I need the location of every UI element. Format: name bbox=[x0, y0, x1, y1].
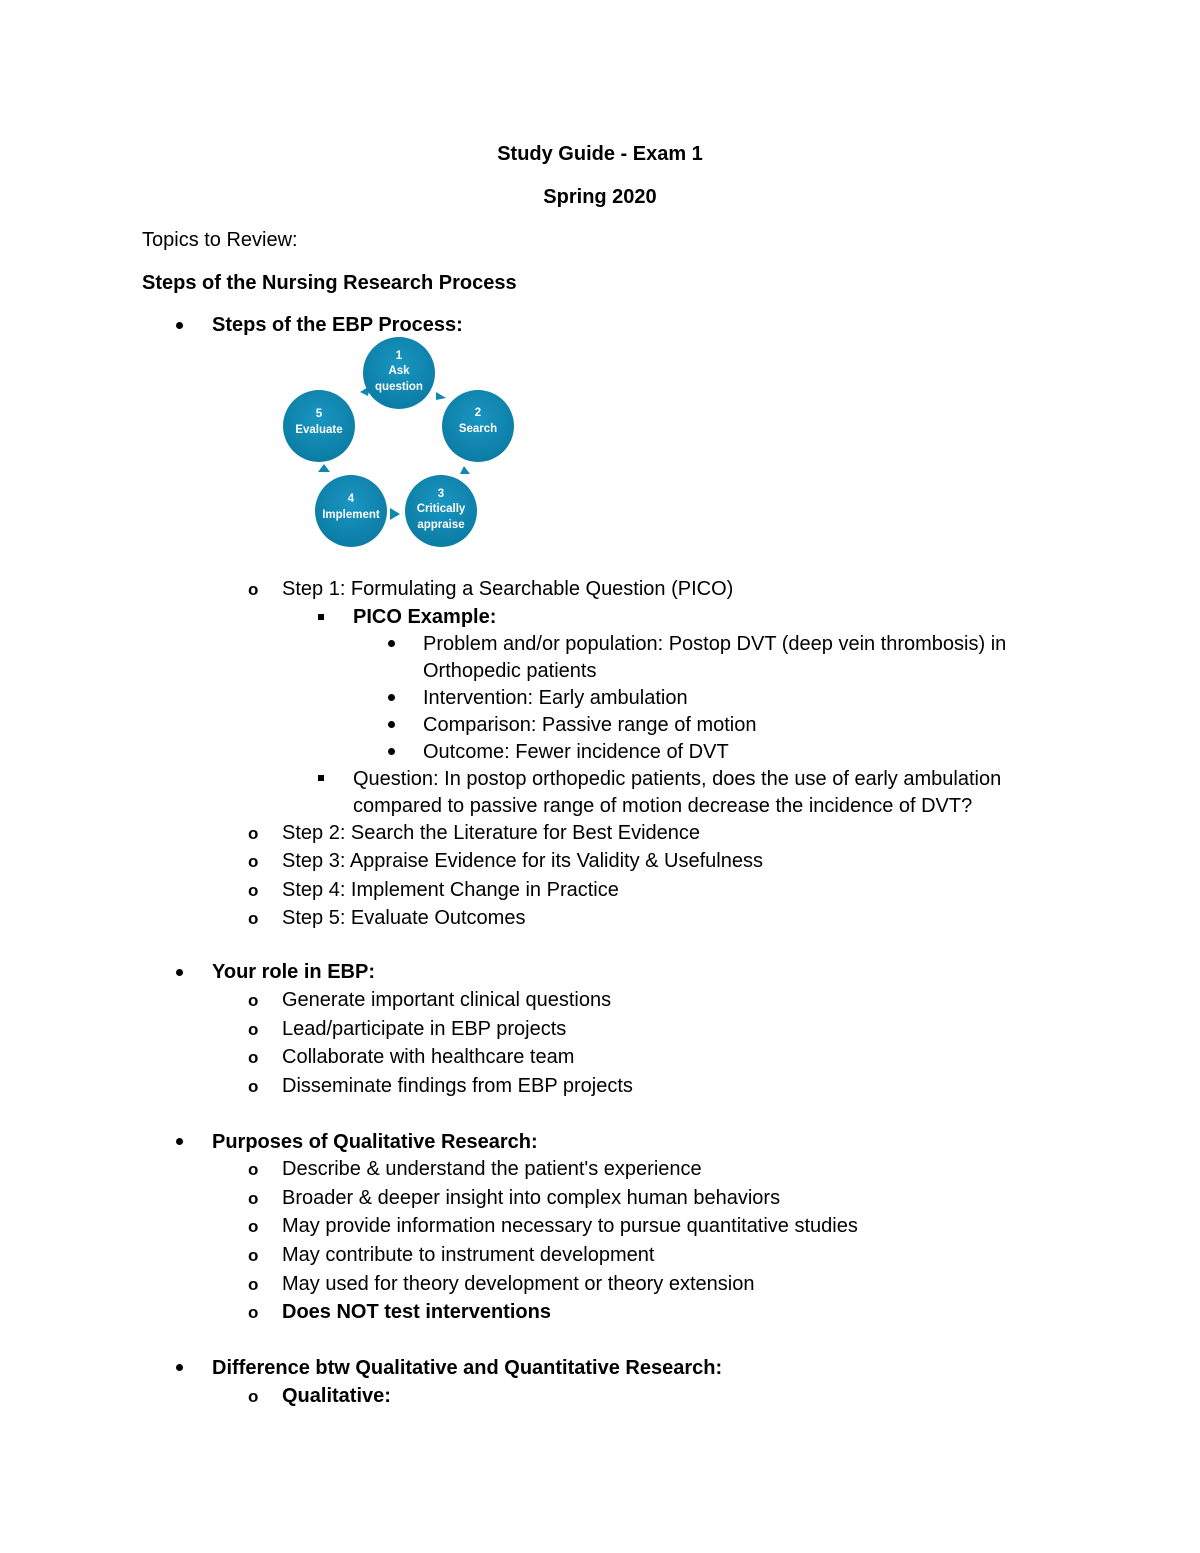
bullet-circle: o bbox=[248, 1387, 259, 1406]
bullet-circle: o bbox=[248, 1189, 259, 1208]
difference-heading: Difference btw Qualitative and Quantitative Research: bbox=[212, 1357, 723, 1379]
pico-item: Orthopedic patients bbox=[423, 660, 597, 682]
step-label: Ask bbox=[388, 365, 410, 377]
step-text: Step 4: Implement Change in Practice bbox=[282, 879, 619, 901]
role-item: Disseminate findings from EBP projects bbox=[282, 1075, 633, 1097]
ebp-cycle-diagram bbox=[278, 336, 522, 550]
pico-question: compared to passive range of motion decrease the incidence of DVT? bbox=[353, 795, 973, 817]
step-text: Step 2: Search the Literature for Best Evidence bbox=[282, 822, 701, 844]
bullet-dot bbox=[176, 1364, 183, 1371]
bullet-dot bbox=[388, 694, 395, 701]
document-subtitle: Spring 2020 bbox=[543, 186, 657, 208]
bullet-square bbox=[318, 614, 324, 620]
bullet-circle: o bbox=[248, 580, 259, 599]
step-label: Search bbox=[458, 423, 498, 435]
step-circle-2 bbox=[442, 390, 514, 462]
bullet-dot bbox=[388, 640, 395, 647]
pico-item: Comparison: Passive range of motion bbox=[423, 714, 757, 736]
step-label: Evaluate bbox=[295, 424, 343, 436]
pico-heading: PICO Example: bbox=[353, 606, 497, 628]
bullet-circle: o bbox=[248, 824, 259, 843]
ebp-heading: Steps of the EBP Process: bbox=[212, 314, 463, 336]
arrow-icon bbox=[436, 392, 446, 400]
document-title: Study Guide - Exam 1 bbox=[497, 143, 703, 165]
bullet-circle: o bbox=[248, 909, 259, 928]
purposes-heading: Purposes of Qualitative Research: bbox=[212, 1131, 538, 1153]
purpose-item: Broader & deeper insight into complex human behaviors bbox=[282, 1187, 781, 1209]
purpose-item: May used for theory development or theory extension bbox=[282, 1273, 755, 1295]
bullet-circle: o bbox=[248, 1217, 259, 1236]
step-circle-4 bbox=[315, 475, 387, 547]
step-text: Step 5: Evaluate Outcomes bbox=[282, 907, 526, 929]
pico-question: Question: In postop orthopedic patients, does the use of early ambulation bbox=[353, 768, 1002, 790]
step-text: Step 3: Appraise Evidence for its Validity & Usefulness bbox=[282, 850, 763, 872]
step-label: 4 bbox=[347, 493, 355, 505]
bullet-square bbox=[318, 775, 324, 781]
role-heading: Your role in EBP: bbox=[212, 961, 375, 983]
bullet-dot bbox=[176, 322, 183, 329]
step-circle-1 bbox=[363, 337, 435, 409]
step-label: appraise bbox=[417, 519, 465, 531]
qualitative-label: Qualitative: bbox=[282, 1385, 391, 1407]
step-1-text: Step 1: Formulating a Searchable Question (PICO) bbox=[282, 578, 734, 600]
bullet-dot bbox=[176, 969, 183, 976]
role-item: Generate important clinical questions bbox=[282, 989, 612, 1011]
intro-text: Topics to Review: bbox=[142, 229, 298, 251]
purpose-item: May provide information necessary to pursue quantitative studies bbox=[282, 1215, 858, 1237]
step-label: 2 bbox=[474, 407, 482, 419]
bullet-circle: o bbox=[248, 1275, 259, 1294]
bullet-circle: o bbox=[248, 852, 259, 871]
section-heading: Steps of the Nursing Research Process bbox=[142, 272, 517, 294]
bullet-circle: o bbox=[248, 1160, 259, 1179]
bullet-circle: o bbox=[248, 1077, 259, 1096]
purpose-item: May contribute to instrument development bbox=[282, 1244, 655, 1266]
step-label: 1 bbox=[395, 350, 403, 362]
step-circle-5 bbox=[283, 390, 355, 462]
pico-item: Outcome: Fewer incidence of DVT bbox=[423, 741, 729, 763]
bullet-circle: o bbox=[248, 1303, 259, 1322]
role-item: Lead/participate in EBP projects bbox=[282, 1018, 567, 1040]
arrow-icon bbox=[390, 508, 400, 520]
bullet-dot bbox=[176, 1138, 183, 1145]
step-label: question bbox=[375, 381, 423, 393]
bullet-circle: o bbox=[248, 1020, 259, 1039]
bullet-circle: o bbox=[248, 991, 259, 1010]
step-circle-3 bbox=[405, 475, 477, 547]
arrow-icon bbox=[460, 466, 470, 474]
purpose-bold-item: Does NOT test interventions bbox=[282, 1301, 551, 1323]
bullet-circle: o bbox=[248, 1246, 259, 1265]
role-item: Collaborate with healthcare team bbox=[282, 1046, 575, 1068]
arrow-icon bbox=[318, 464, 330, 472]
step-label: Critically bbox=[416, 503, 466, 515]
bullet-dot bbox=[388, 721, 395, 728]
pico-item: Intervention: Early ambulation bbox=[423, 687, 688, 709]
step-label: 5 bbox=[315, 408, 323, 420]
bullet-circle: o bbox=[248, 881, 259, 900]
purpose-item: Describe & understand the patient's experience bbox=[282, 1158, 702, 1180]
pico-item: Problem and/or population: Postop DVT (deep vein thrombosis) in bbox=[423, 633, 1007, 655]
bullet-circle: o bbox=[248, 1048, 259, 1067]
step-label: Implement bbox=[322, 509, 380, 521]
step-label: 3 bbox=[437, 488, 445, 500]
bullet-dot bbox=[388, 748, 395, 755]
